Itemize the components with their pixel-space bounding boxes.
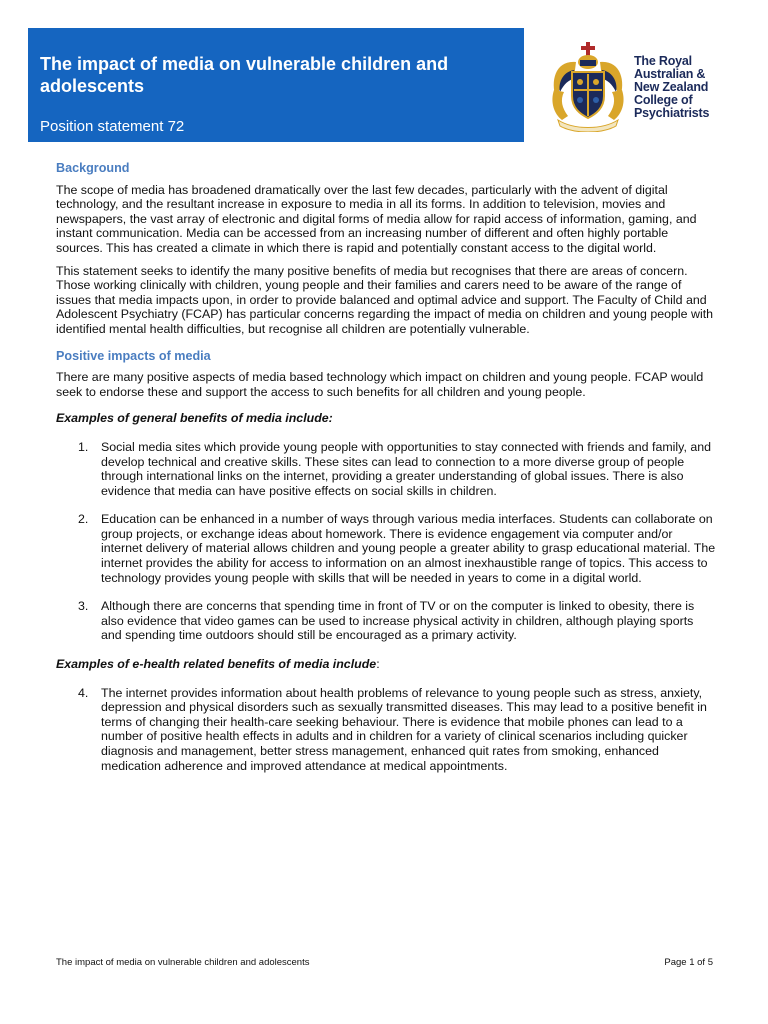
list-item-number: 3. bbox=[78, 599, 89, 614]
background-paragraph-1: The scope of media has broadened dramatically over the last few decades, particularly with the advent of digital technology, and the resultant increase in exposure to media in all its forms. In addition to television, movies and newspapers, the vast array of electronic and digital forms of media allow for rapid access of information, gaming, and instant communication. Media can be accessed from an increasing number of different and often highly portable sources. This has created a climate in which there is rapid and potentially constant access to the digital world. bbox=[56, 182, 697, 255]
college-name bbox=[634, 55, 709, 120]
page-number: Page 1 of 5 bbox=[664, 957, 713, 968]
ehealth-benefits-subheading bbox=[56, 657, 716, 672]
header-banner bbox=[28, 28, 524, 142]
college-name-line-3: New Zealand bbox=[634, 80, 709, 94]
list-item-text: Social media sites which provide young people with opportunities to stay connected with friends and family, and develop technical and creative skills. These sites can lead to connection to a more diverse group of people through international links on the internet, providing a greater understanding of global issues. There is also evidence that media can have positive effects on social skills in children. bbox=[101, 439, 712, 498]
list-item-number: 4. bbox=[78, 685, 89, 700]
ehealth-subheading-text: Examples of e-health related benefits of media include bbox=[56, 657, 377, 672]
list-item bbox=[56, 512, 716, 585]
college-logo bbox=[546, 40, 726, 136]
college-crest-icon bbox=[546, 40, 632, 132]
ehealth-subheading-colon: : bbox=[376, 657, 380, 672]
positive-impacts-heading: Positive impacts of media bbox=[56, 348, 211, 363]
college-name-line-4: College of bbox=[634, 93, 693, 107]
list-item bbox=[56, 599, 716, 643]
list-item-text: Education can be enhanced in a number of ways through various media interfaces. Students can collaborate on group projects, or exchange ideas about homework. There is evidence engagement via computer and/or internet delivery of material allows children and young people a greater ability to grasp educational material. The internet provides the ability for access to information on an almost inexhaustible range of topics. This access to technology provides young people with skills that will be needed in years to come in a digital world. bbox=[101, 512, 716, 585]
list-item-text: The internet provides information about health problems of relevance to young people such as stress, anxiety, depression and physical disorders such as sexually transmitted diseases. This may lead to a positive benefit in terms of changing their health-care seeking behaviour. There is evidence that mobile phones can lead to a number of positive health effects in adults and in children for a variety of clinical scenarios including quicker diagnosis and management, better stress management, enhanced quit rates from smoking, enhanced medication adherence and improved attendance at medical appointments. bbox=[101, 685, 707, 773]
footer-title: The impact of media on vulnerable children and adolescents bbox=[56, 957, 310, 968]
college-name-line-2: Australian & bbox=[634, 67, 706, 81]
document-body bbox=[56, 161, 716, 787]
document-subtitle: Position statement 72 bbox=[40, 118, 185, 135]
document-title: The impact of media on vulnerable children and adolescents bbox=[40, 54, 449, 96]
list-item-text: Although there are concerns that spending time in front of TV or on the computer is linked to obesity, there is also evidence that video games can be used to increase physical activity in children, although playing sports and spending time outdoors should still be encouraged as a primary activity. bbox=[101, 599, 695, 643]
list-item bbox=[56, 686, 716, 774]
college-name-line-1: The Royal bbox=[634, 54, 692, 68]
list-item-number: 1. bbox=[78, 439, 89, 454]
background-paragraph-2: This statement seeks to identify the many positive benefits of media but recognises that there are areas of concern. Those working clinically with children, young people and their families and carers need to be aware of the range of issues that media impacts upon, in order to provide balanced and optimal advice and support. The Faculty of Child and Adolescent Psychiatry (FCAP) has particular concerns regarding the impact of media on children and young people with identified mental health difficulties, but recognise all children are potentially vulnerable. bbox=[56, 263, 714, 336]
positive-impacts-paragraph: There are many positive aspects of media based technology which impact on children and young people. FCAP would seek to endorse these and support the access to such benefits for all children and young people. bbox=[56, 370, 704, 399]
list-item bbox=[56, 440, 716, 498]
background-heading: Background bbox=[56, 161, 130, 175]
list-item-number: 2. bbox=[78, 512, 89, 527]
general-benefits-subheading: Examples of general benefits of media include: bbox=[56, 411, 333, 426]
college-name-line-5: Psychiatrists bbox=[634, 106, 710, 120]
